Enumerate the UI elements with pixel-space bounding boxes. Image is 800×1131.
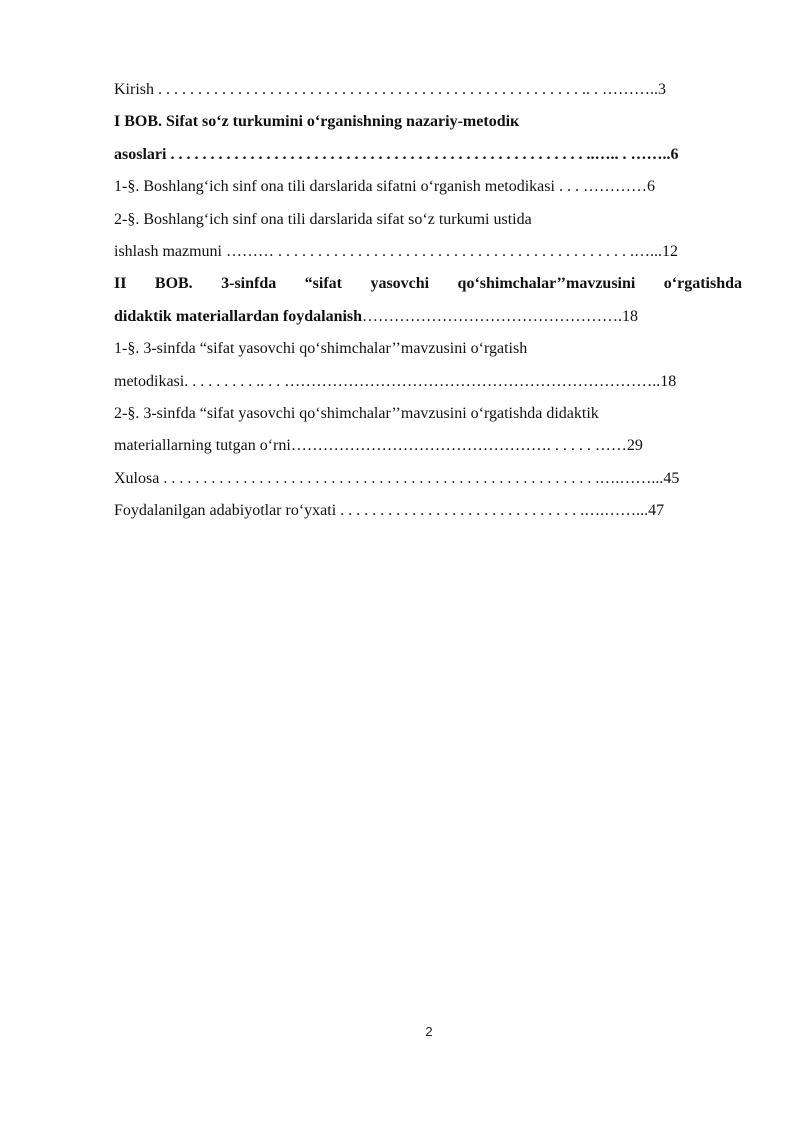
toc-entry-bibliography: Foydalanilgan adabiyotlar roʻyxati . . . . . . . . . . . . . . . . . . . . . . . . . . . . . . .….……...47 [114, 502, 665, 520]
toc-entry-xulosa: Xulosa . . . . . . . . . . . . . . . . . . . . . . . . . . . . . . . . . . . . . . . . . . . . . . . . . . . . . . .….……...45 [114, 469, 680, 487]
toc-section-1-2: 2-§. Boshlangʻich sinf ona tili darslarida sifat soʻz turkumi ustida [114, 210, 532, 228]
toc-section-1-1: 1-§. Boshlangʻich sinf ona tili darslarida sifatni oʻrganish metodikasi . . . …………6 [114, 178, 655, 196]
toc-section-2-2: 2-§. 3-sinfda “sifat yasovchi qoʻshimchalar’’mavzusini oʻrgatishda didaktik [114, 404, 599, 422]
toc-entry-kirish: Kirish . . . . . . . . . . . . . . . . . . . . . . . . . . . . . . . . . . . . . . . . . . . . . . . . . . . . . .. . ………..3 [114, 81, 666, 98]
toc-chapter-2-title-cont [114, 301, 742, 333]
toc-chapter-1-title-cont: asoslari . . . . . . . . . . . . . . . . . . . . . . . . . . . . . . . . . . . . . . . . . . . . . . . . . . . . ..….. . ……..6 [114, 145, 679, 163]
toc-section-2-1: 1-§. 3-sinfda “sifat yasovchi qoʻshimchalar’’mavzusini oʻrgatish [114, 340, 528, 358]
toc-section-2-1-cont: metodikasi. . . . . . . . . .. . . ……………………………………………………………..18 [114, 372, 677, 390]
toc-chapter-2-page: ………………………………………….18 [362, 307, 639, 325]
toc-chapter-2-title-bold: didaktik materiallardan foydalanish [114, 307, 363, 325]
toc-section-2-2-cont: materiallarning tutgan oʻrni…………………………………………. . . . . . ……29 [114, 437, 643, 455]
table-of-contents [114, 74, 742, 527]
toc-chapter-2-title: II BOB. 3-sinfda “sifat yasovchi qoʻshimchalar’’mavzusini oʻrgatishda [114, 275, 742, 293]
toc-chapter-1-title: I BOB. Sifat soʻz turkumini oʻrganishning nazariy-metodiк [114, 113, 520, 131]
toc-section-1-2-cont: ishlash mazmuni ……… . . . . . . . . . . . . . . . . . . . . . . . . . . . . . . . . . . . . . . . . . . . . .…...12 [114, 242, 678, 260]
page-number: 2 [425, 1024, 433, 1039]
